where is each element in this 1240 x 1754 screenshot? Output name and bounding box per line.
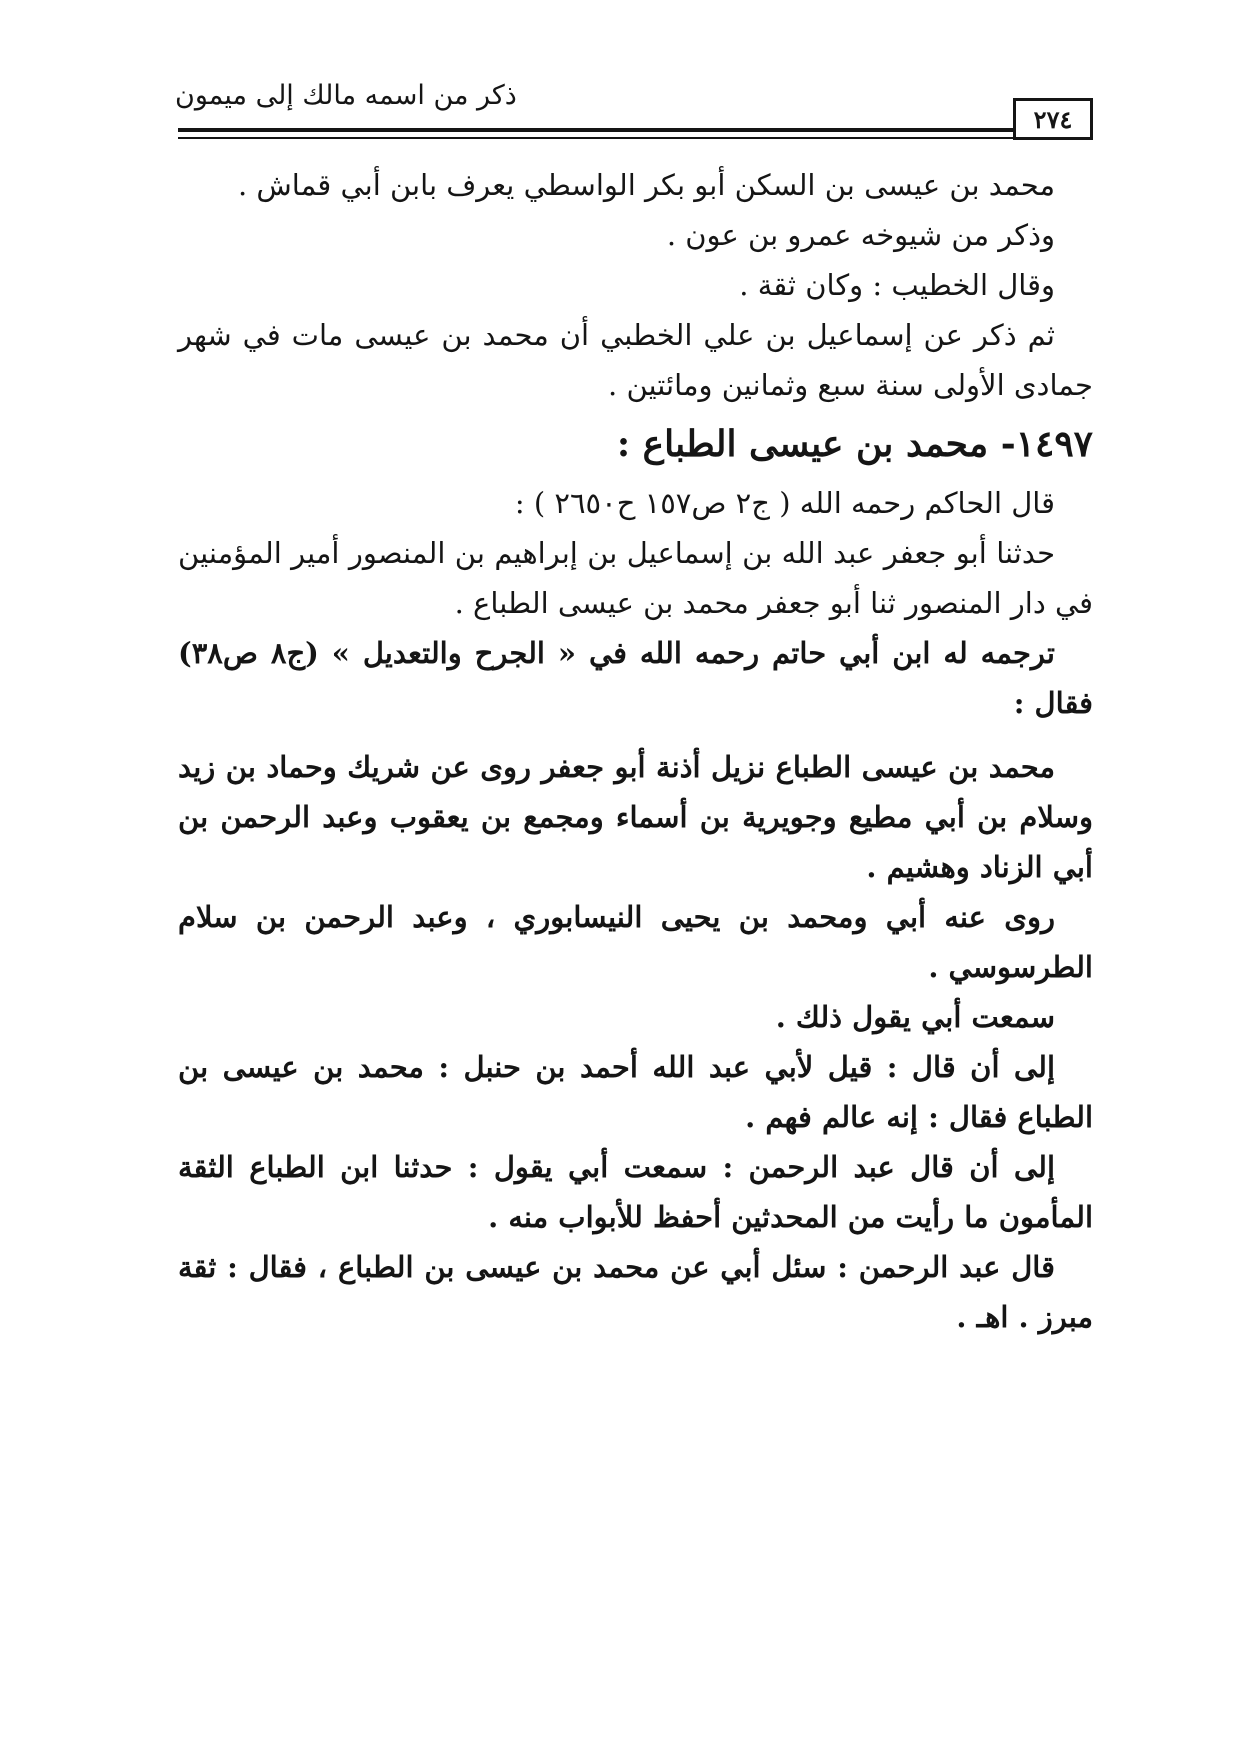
- running-header: [175, 80, 1075, 111]
- paragraph: ثم ذكر عن إسماعيل بن علي الخطبي أن محمد بن عيسى مات في شهر جمادى الأولى سنة سبع وثمانين ومائتين .: [178, 318, 1093, 402]
- header-rule-thin: [178, 137, 1015, 139]
- paragraph: محمد بن عيسى الطباع نزيل أذنة أبو جعفر روى عن شريك وحماد بن زيد وسلام بن أبي مطيع وجويرية بن أسماء ومجمع بن يعقوب وعبد الرحمن بن أبي الزناد وهشيم .: [178, 750, 1093, 884]
- paragraph: حدثنا أبو جعفر عبد الله بن إسماعيل بن إبراهيم بن المنصور أمير المؤمنين في دار المنصور ثنا أبو جعفر محمد بن عيسى الطباع .: [178, 536, 1093, 620]
- paragraph: قال عبد الرحمن : سئل أبي عن محمد بن عيسى بن الطباع ، فقال : ثقة مبرز . اهـ .: [178, 1250, 1093, 1334]
- body-text: [178, 160, 1093, 1342]
- paragraph: وقال الخطيب : وكان ثقة .: [739, 268, 1055, 302]
- paragraph: وذكر من شيوخه عمرو بن عون .: [666, 218, 1055, 252]
- paragraph: إلى أن قال عبد الرحمن : سمعت أبي يقول : حدثنا ابن الطباع الثقة المأمون ما رأيت من المحدثين أحفظ للأبواب منه .: [178, 1150, 1093, 1234]
- paragraph: سمعت أبي يقول ذلك .: [775, 1000, 1055, 1034]
- paragraph: إلى أن قال : قيل لأبي عبد الله أحمد بن حنبل : محمد بن عيسى بن الطباع فقال : إنه عالم فهم .: [178, 1050, 1093, 1134]
- paragraph: روى عنه أبي ومحمد بن يحيى النيسابوري ، وعبد الرحمن بن سلام الطرسوسي .: [178, 900, 1093, 984]
- running-title: ذكر من اسمه مالك إلى ميمون: [175, 80, 517, 111]
- entry-heading: ١٤٩٧- محمد بن عيسى الطباع :: [616, 423, 1093, 465]
- paragraph: محمد بن عيسى بن السكن أبو بكر الواسطي يعرف بابن أبي قماش .: [237, 168, 1055, 202]
- paragraph: ترجمه له ابن أبي حاتم رحمه الله في « الجرح والتعديل » (ج٨ ص٣٨) فقال :: [178, 636, 1093, 720]
- header-rule-thick: [178, 128, 1015, 132]
- page-number: ٢٧٤: [1013, 98, 1093, 140]
- paragraph: قال الحاكم رحمه الله ( ج٢ ص١٥٧ ح٢٦٥٠ ) :: [514, 486, 1055, 520]
